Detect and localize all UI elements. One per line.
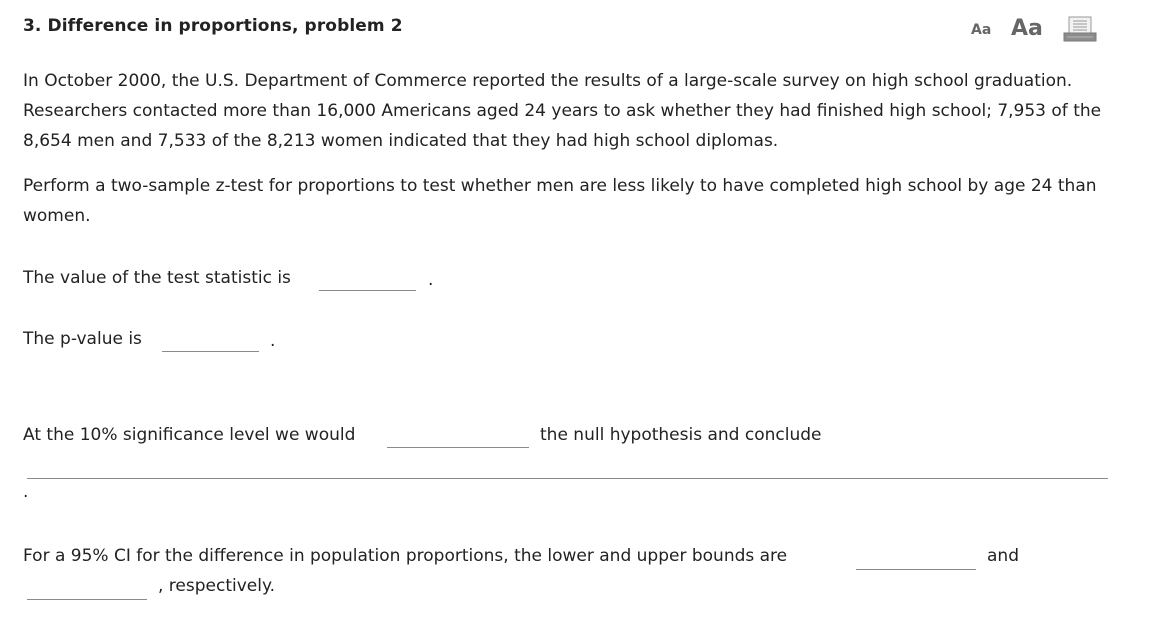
decision-select[interactable] [387, 447, 529, 448]
conclusion-period: . [23, 482, 29, 502]
ci-respectively-label: , respectively. [158, 576, 276, 596]
test-statistic-period: . [428, 270, 434, 290]
decrease-font-button[interactable]: Aa [971, 22, 992, 38]
conclusion-select[interactable] [27, 478, 1108, 479]
ci-label: For a 95% CI for the difference in population proportions, the lower and upper bounds are [23, 546, 788, 566]
ci-lower-input[interactable] [856, 569, 976, 570]
test-statistic-label: The value of the test statistic is [23, 268, 291, 288]
pvalue-period: . [270, 331, 276, 351]
print-icon-graphic [1063, 16, 1097, 42]
problem-instruction: Perform a two-sample z-test for proportions to test whether men are less likely to have completed high school by age 24 than women. [23, 176, 1097, 226]
pvalue-input[interactable] [162, 351, 259, 352]
ci-and-label: and [987, 546, 1019, 566]
question-header [23, 16, 1103, 42]
question-title: 3. Difference in proportions, problem 2 [23, 16, 403, 36]
test-statistic-input[interactable] [319, 290, 416, 291]
print-icon[interactable] [1063, 16, 1097, 42]
significance-label: At the 10% significance level we would [23, 425, 356, 445]
significance-continuation: the null hypothesis and conclude [540, 425, 822, 445]
ci-upper-input[interactable] [27, 599, 147, 600]
pvalue-label: The p-value is [23, 329, 142, 349]
increase-font-button[interactable]: Aa [1011, 16, 1043, 41]
problem-description: In October 2000, the U.S. Department of Commerce reported the results of a large-scale survey on high school graduation. Researchers contacted more than 16,000 Americans aged 24 years to ask whether they had finished high school; 7,953 of the 8,654 men and 7,533 of the 8,213 women indicated that they had high school diplomas. [23, 71, 1102, 151]
